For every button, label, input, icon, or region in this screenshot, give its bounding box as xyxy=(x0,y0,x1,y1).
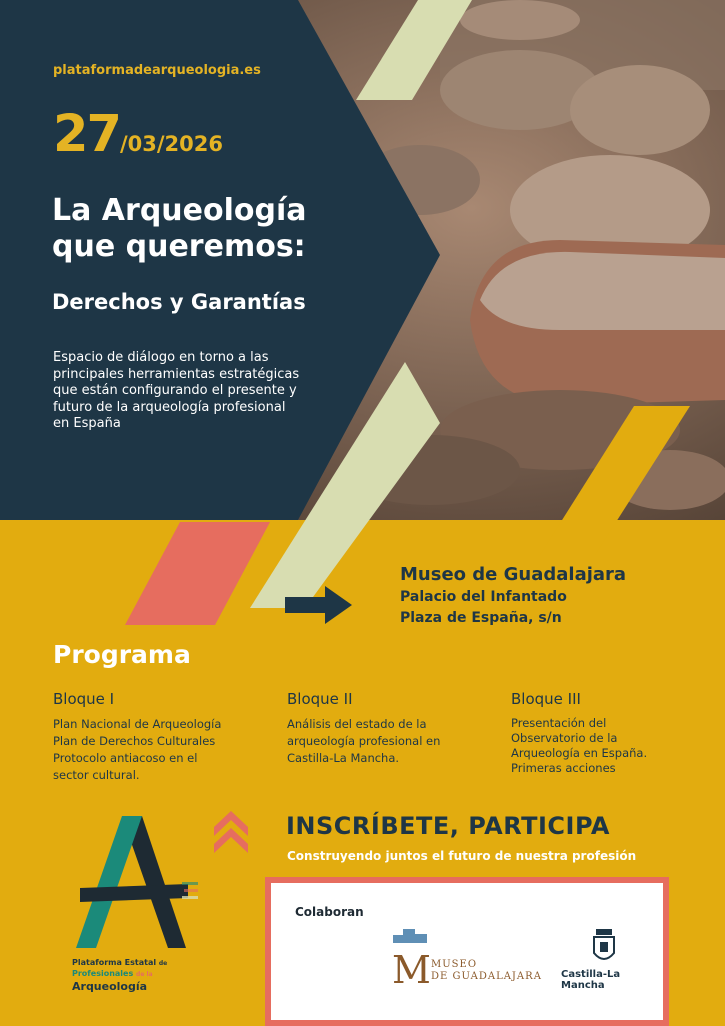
castilla-la-mancha-crest-icon xyxy=(591,927,617,967)
block-3-line: Primeras acciones xyxy=(511,761,616,775)
collaborators-box xyxy=(265,877,669,1026)
logo-line-1b: de xyxy=(158,960,168,967)
block-1-text xyxy=(53,716,263,784)
museo-logo-text xyxy=(431,959,542,983)
venue-name: Museo de Guadalajara xyxy=(400,564,627,585)
cta-subtitle: Construyendo juntos el futuro de nuestra profesión xyxy=(287,849,637,863)
block-3-line: Arqueología en España. xyxy=(511,746,648,760)
title-line-1: La Arqueología xyxy=(52,193,307,228)
logo-line-1: Plataforma Estatal xyxy=(72,958,157,967)
date-day: 27 xyxy=(53,105,120,164)
museo-logo-icon xyxy=(391,927,431,987)
block-3-line: Observatorio de la xyxy=(511,731,618,745)
block-3-line: Presentación del xyxy=(511,716,607,730)
block-1-title: Bloque I xyxy=(53,690,115,708)
block-1-line: Plan Nacional de Arqueología xyxy=(53,717,222,731)
date-month-year: /03/2026 xyxy=(119,132,223,156)
website-link[interactable]: plataformadearqueologia.es xyxy=(53,63,261,78)
page-subtitle: Derechos y Garantías xyxy=(52,290,306,314)
museo-line-1: MUSEO xyxy=(431,959,478,970)
block-2-text xyxy=(287,716,487,767)
collaborators-heading: Colaboran xyxy=(295,905,364,919)
venue-info xyxy=(400,563,626,629)
title-line-2: que queremos: xyxy=(52,229,306,264)
block-1-line: sector cultural. xyxy=(53,768,140,782)
block-2-line: arqueología profesional en xyxy=(287,734,441,748)
svg-text:M: M xyxy=(392,948,431,987)
block-2-line: Análisis del estado de la xyxy=(287,717,427,731)
logo-line-2: Profesionales xyxy=(72,969,134,978)
castilla-la-mancha-text: Castilla-La Mancha xyxy=(561,969,621,991)
block-2-line: Castilla-La Mancha. xyxy=(287,751,400,765)
museo-line-2: DE GUADALAJARA xyxy=(431,971,542,982)
page-title xyxy=(52,193,392,265)
block-1-line: Plan de Derechos Culturales xyxy=(53,734,216,748)
venue-palace: Palacio del Infantado xyxy=(400,589,567,605)
cream-stripe-top xyxy=(356,0,472,100)
block-3-text xyxy=(511,716,711,776)
program-heading: Programa xyxy=(53,640,191,669)
intro-text: Espacio de diálogo en torno a las principales herramientas estratégicas que están configurando el presente y futuro de la arqueología profesional en España xyxy=(53,350,300,431)
block-3-title: Bloque III xyxy=(511,690,581,708)
logo-line-3: Arqueología xyxy=(72,980,148,993)
block-2-title: Bloque II xyxy=(287,690,353,708)
venue-address: Plaza de España, s/n xyxy=(400,610,562,626)
block-1-line: Protocolo antiacoso en el xyxy=(53,751,198,765)
plataforma-logo-text xyxy=(72,958,167,993)
register-cta[interactable]: INSCRÍBETE, PARTICIPA xyxy=(286,812,610,840)
event-date xyxy=(53,105,223,164)
logo-line-2b: de la xyxy=(136,971,153,978)
